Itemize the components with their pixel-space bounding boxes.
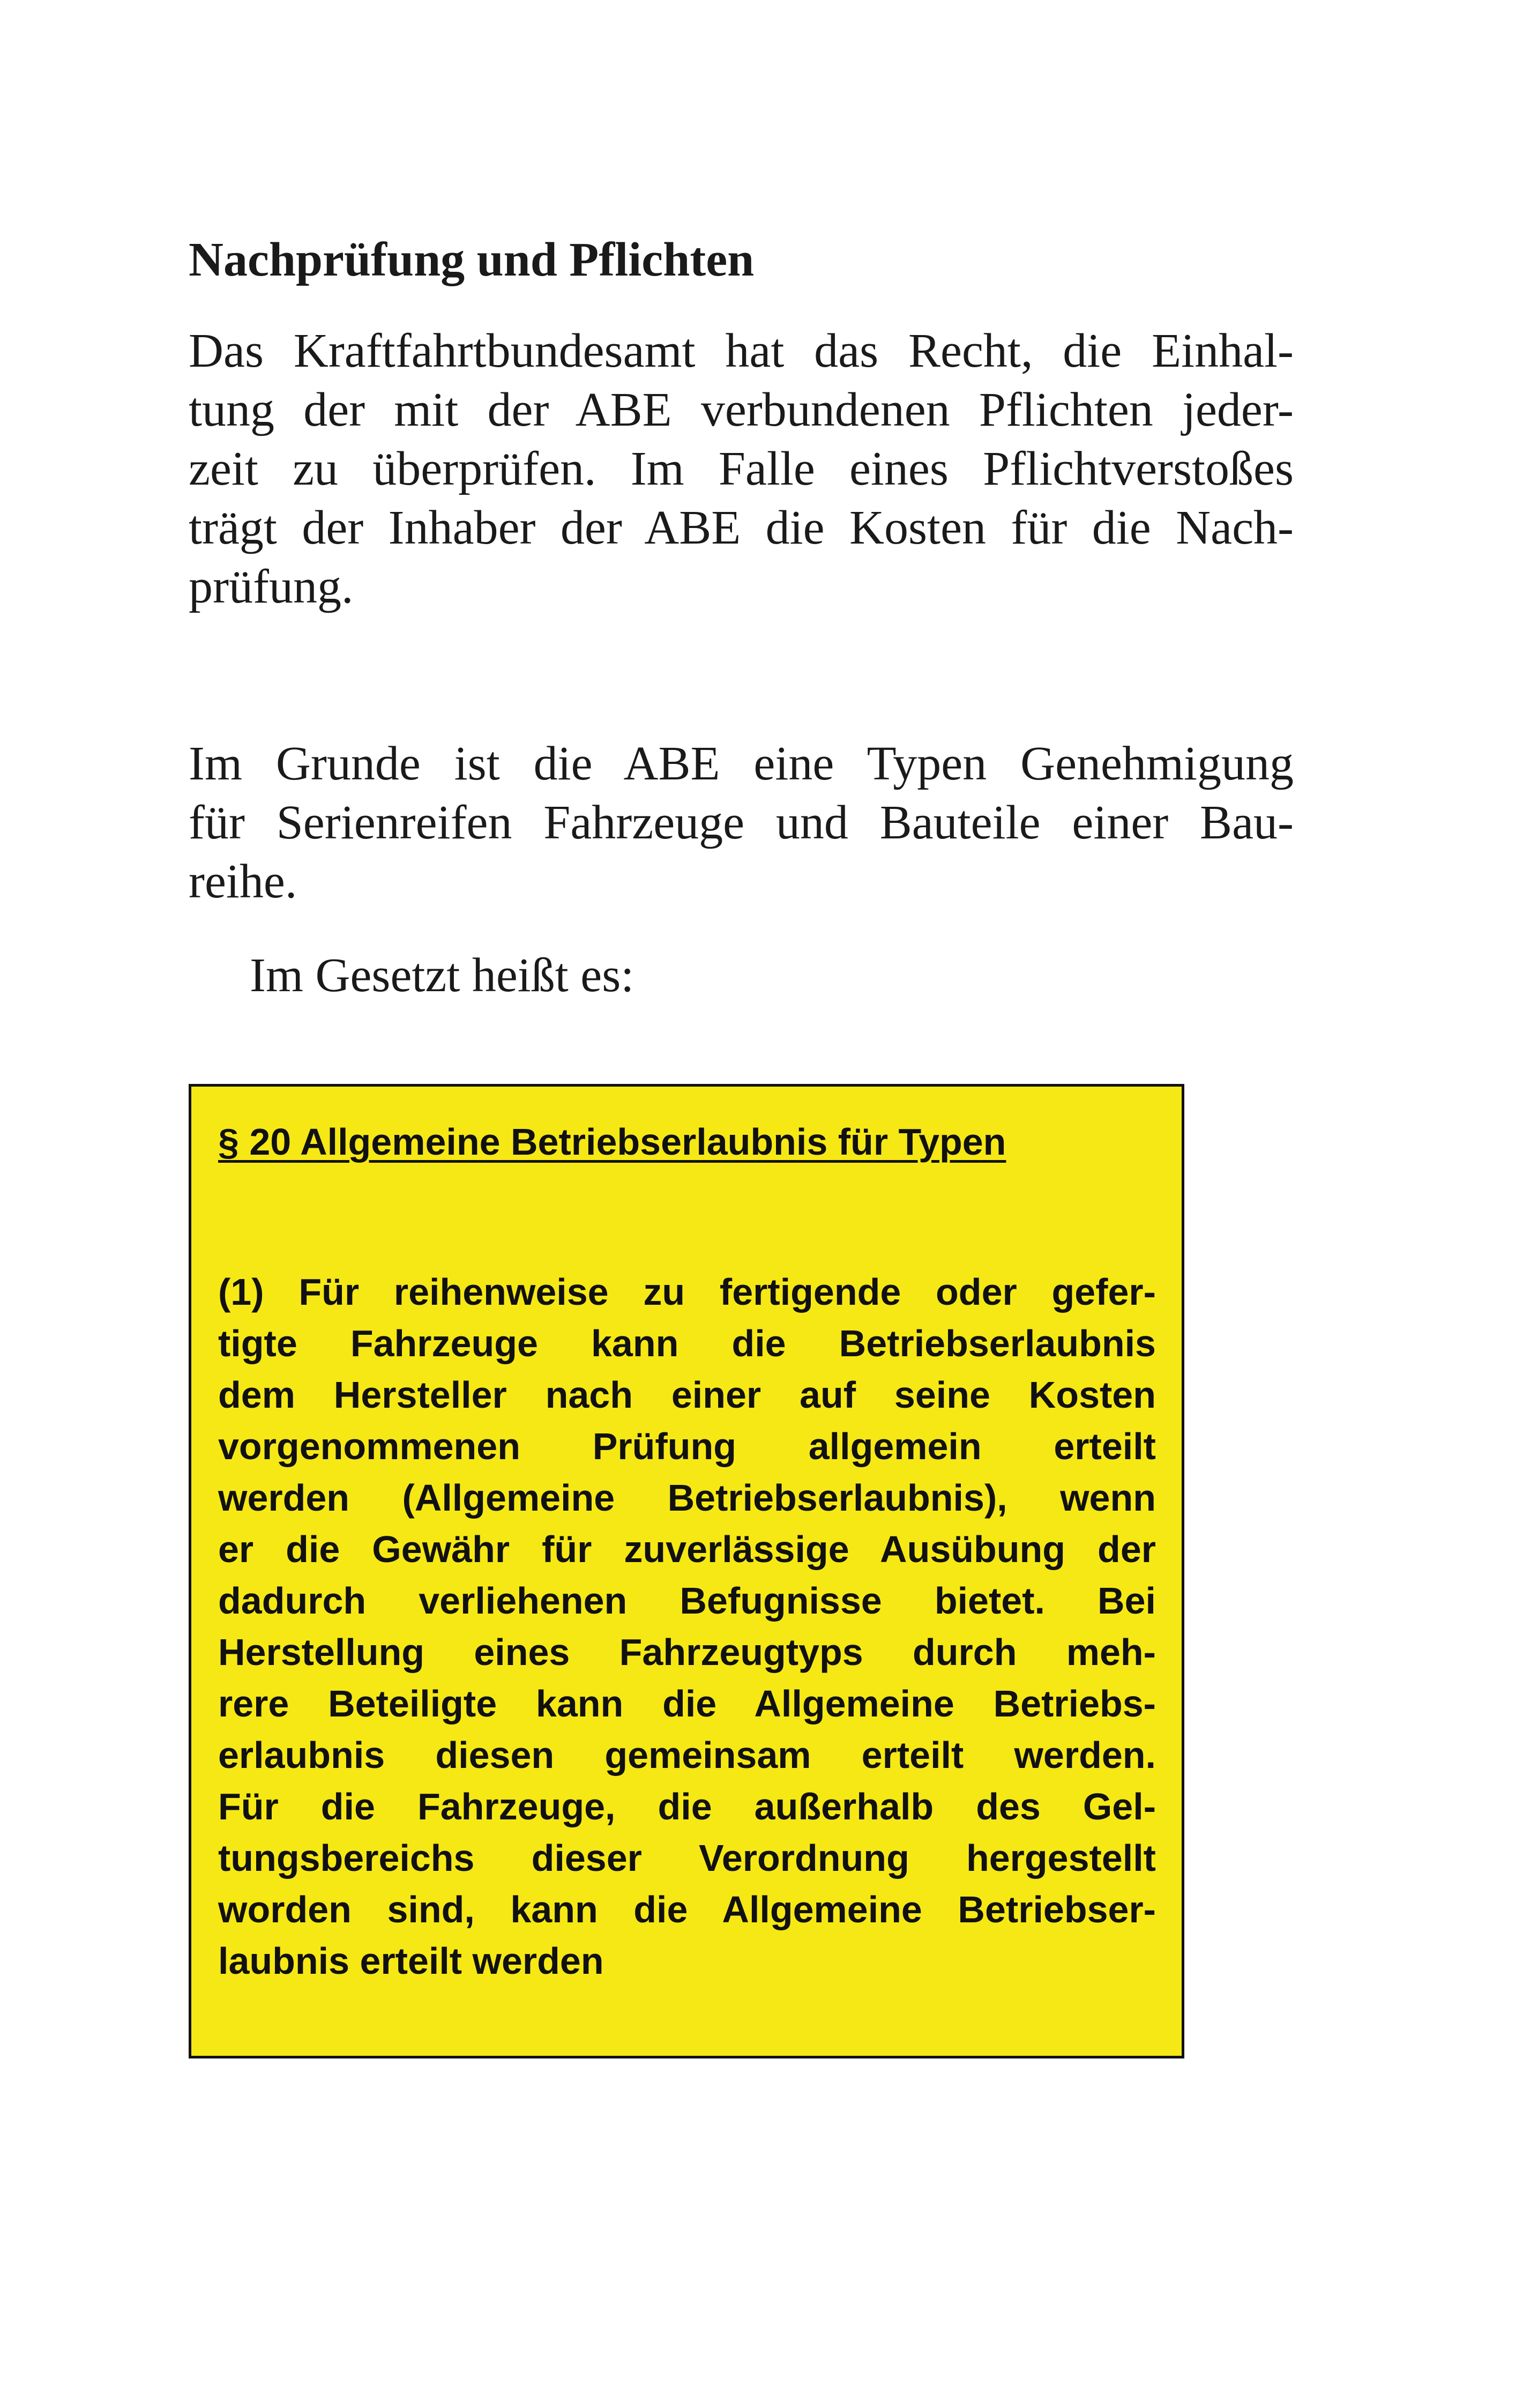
- paragraph-line: zeit zu überprüfen. Im Falle eines Pflichtverstoßes: [189, 442, 1294, 495]
- law-line: Für die Fahrzeuge, die außerhalb des Gel-: [218, 1786, 1156, 1827]
- section-heading: Nachprüfung und Pflichten: [189, 233, 755, 286]
- law-line: er die Gewähr für zuverlässige Ausübung der: [218, 1528, 1156, 1570]
- paragraph-line: tung der mit der ABE verbundenen Pflichten jeder-: [189, 383, 1294, 436]
- paragraph-line: prüfung.: [189, 560, 354, 613]
- paragraph-line: Im Grunde ist die ABE eine Typen Genehmigung: [189, 737, 1294, 790]
- law-section-title: § 20 Allgemeine Betriebserlaubnis für Typen: [218, 1121, 1006, 1163]
- quote-intro: Im Gesetzt heißt es:: [250, 949, 634, 1002]
- paragraph-line: reihe.: [189, 855, 297, 908]
- law-line: rere Beteiligte kann die Allgemeine Betriebs-: [218, 1683, 1156, 1725]
- paragraph-line: Das Kraftfahrtbundesamt hat das Recht, die Einhal-: [189, 324, 1294, 377]
- law-line: erlaubnis diesen gemeinsam erteilt werden.: [218, 1734, 1156, 1776]
- law-line: Herstellung eines Fahrzeugtyps durch meh-: [218, 1631, 1156, 1673]
- paragraph-line: für Serienreifen Fahrzeuge und Bauteile einer Bau-: [189, 796, 1294, 849]
- law-line: (1) Für reihenweise zu fertigende oder gefer-: [218, 1271, 1156, 1313]
- law-excerpt-box: [189, 1084, 1184, 2058]
- law-line: dem Hersteller nach einer auf seine Kosten: [218, 1374, 1156, 1416]
- law-line: vorgenommenen Prüfung allgemein erteilt: [218, 1425, 1156, 1467]
- law-line: tungsbereichs dieser Verordnung hergestellt: [218, 1837, 1156, 1879]
- law-line: laubnis erteilt werden: [218, 1940, 604, 1982]
- law-line: worden sind, kann die Allgemeine Betriebser-: [218, 1889, 1156, 1930]
- law-line: tigte Fahrzeuge kann die Betriebserlaubnis: [218, 1322, 1156, 1364]
- law-line: werden (Allgemeine Betriebserlaubnis), wenn: [218, 1477, 1156, 1519]
- law-line: dadurch verliehenen Befugnisse bietet. Bei: [218, 1580, 1156, 1622]
- paragraph-line: trägt der Inhaber der ABE die Kosten für die Nach-: [189, 501, 1294, 554]
